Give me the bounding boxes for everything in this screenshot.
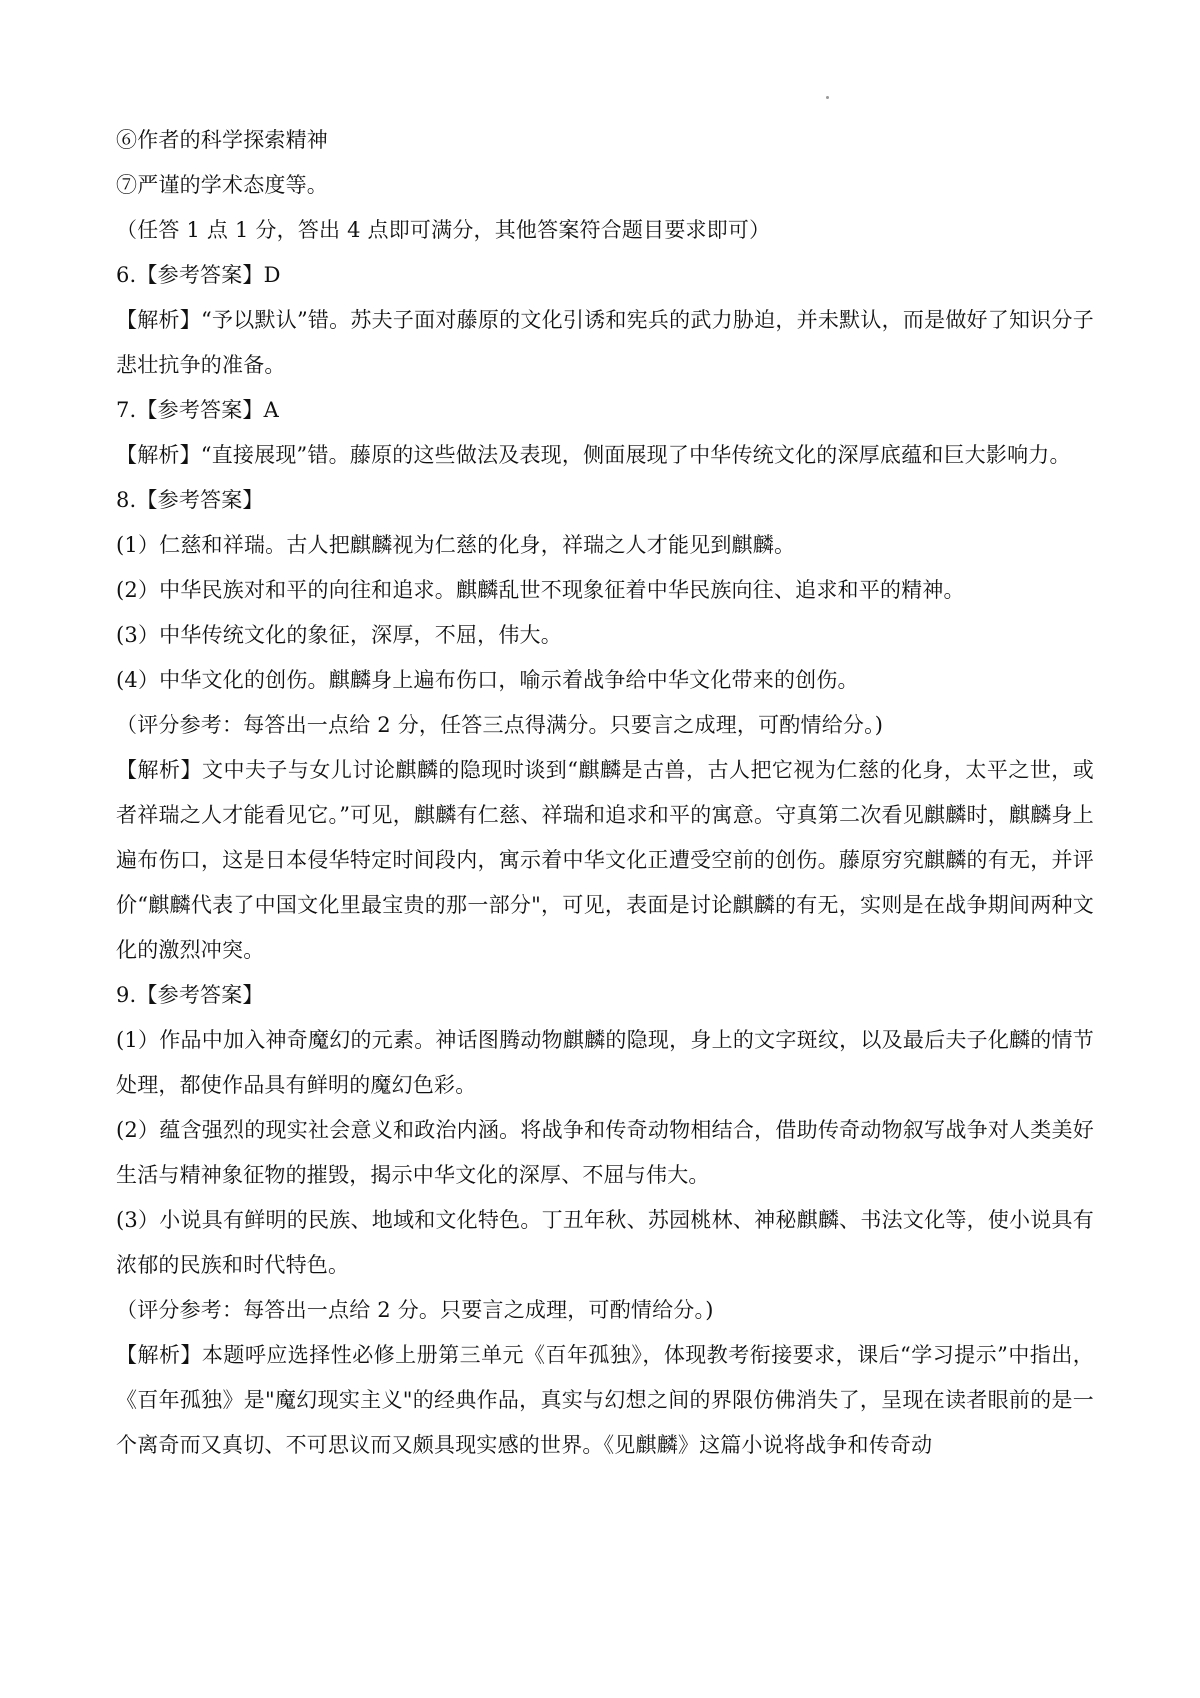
question-8-scoring: （评分参考：每答出一点给 2 分，任答三点得满分。只要言之成理，可酌情给分。) bbox=[116, 713, 884, 737]
answer-key-text bbox=[116, 118, 1094, 1468]
question-8-analysis: 【解析】文中夫子与女儿讨论麒麟的隐现时谈到“麒麟是古兽，古人把它视为仁慈的化身，太平之世，或者祥瑞之人才能看见它。”可见，麒麟有仁慈、祥瑞和追求和平的寓意。守真第二次看见麒麟时，麒麟身上遍布伤口，这是日本侵华特定时间段内，寓示着中华文化正遭受空前的创伤。藤原穷究麒麟的有无，并评价“麒麟代表了中国文化里最宝贵的那一部分"，可见，表面是讨论麒麟的有无，实则是在战争期间两种文化的激烈冲突。 bbox=[116, 758, 1094, 962]
question-8-point-2: (2）中华民族对和平的向往和追求。麒麟乱世不现象征着中华民族向往、追求和平的精神。 bbox=[116, 578, 965, 602]
paragraph-1: ⑥作者的科学探索精神 bbox=[116, 128, 328, 152]
question-8-point-1: (1）仁慈和祥瑞。古人把麒麟视为仁慈的化身，祥瑞之人才能见到麒麟。 bbox=[116, 533, 796, 557]
question-9-analysis: 【解析】本题呼应选择性必修上册第三单元《百年孤独》，体现教考衔接要求，课后“学习提示”中指出，《百年孤独》是"魔幻现实主义"的经典作品，真实与幻想之间的界限仿佛消失了，呈现在读者眼前的是一个离奇而又真切、不可思议而又颇具现实感的世界。《见麒麟》这篇小说将战争和传奇动 bbox=[116, 1343, 1094, 1457]
paragraph-2: ⑦严谨的学术态度等。 bbox=[116, 173, 328, 197]
question-6-answer: 6.【参考答案】D bbox=[116, 263, 281, 287]
question-9-answer: 9.【参考答案】 bbox=[116, 983, 264, 1007]
question-7-answer: 7.【参考答案】A bbox=[116, 398, 280, 422]
question-8-answer: 8.【参考答案】 bbox=[116, 488, 264, 512]
paragraph-3: （任答 1 点 1 分，答出 4 点即可满分，其他答案符合题目要求即可） bbox=[116, 218, 771, 242]
question-9-point-2: (2）蕴含强烈的现实社会意义和政治内涵。将战争和传奇动物相结合，借助传奇动物叙写战争对人类美好生活与精神象征物的摧毁，揭示中华文化的深厚、不屈与伟大。 bbox=[116, 1118, 1094, 1187]
question-9-scoring: （评分参考：每答出一点给 2 分。只要言之成理，可酌情给分。) bbox=[116, 1298, 714, 1322]
question-7-analysis: 【解析】“直接展现”错。藤原的这些做法及表现，侧面展现了中华传统文化的深厚底蕴和巨大影响力。 bbox=[116, 443, 1071, 467]
question-9-point-3: (3）小说具有鲜明的民族、地域和文化特色。丁丑年秋、苏园桃林、神秘麒麟、书法文化等，使小说具有浓郁的民族和时代特色。 bbox=[116, 1208, 1094, 1277]
question-9-point-1: (1）作品中加入神奇魔幻的元素。神话图腾动物麒麟的隐现，身上的文字斑纹，以及最后夫子化麟的情节处理，都使作品具有鲜明的魔幻色彩。 bbox=[116, 1028, 1094, 1097]
question-6-analysis: 【解析】“予以默认”错。苏夫子面对藤原的文化引诱和宪兵的武力胁迫，并未默认，而是做好了知识分子悲壮抗争的准备。 bbox=[116, 308, 1094, 377]
scan-dot bbox=[826, 96, 829, 99]
question-8-point-4: (4）中华文化的创伤。麒麟身上遍布伤口，喻示着战争给中华文化带来的创伤。 bbox=[116, 668, 859, 692]
question-8-point-3: (3）中华传统文化的象征，深厚，不屈，伟大。 bbox=[116, 623, 562, 647]
